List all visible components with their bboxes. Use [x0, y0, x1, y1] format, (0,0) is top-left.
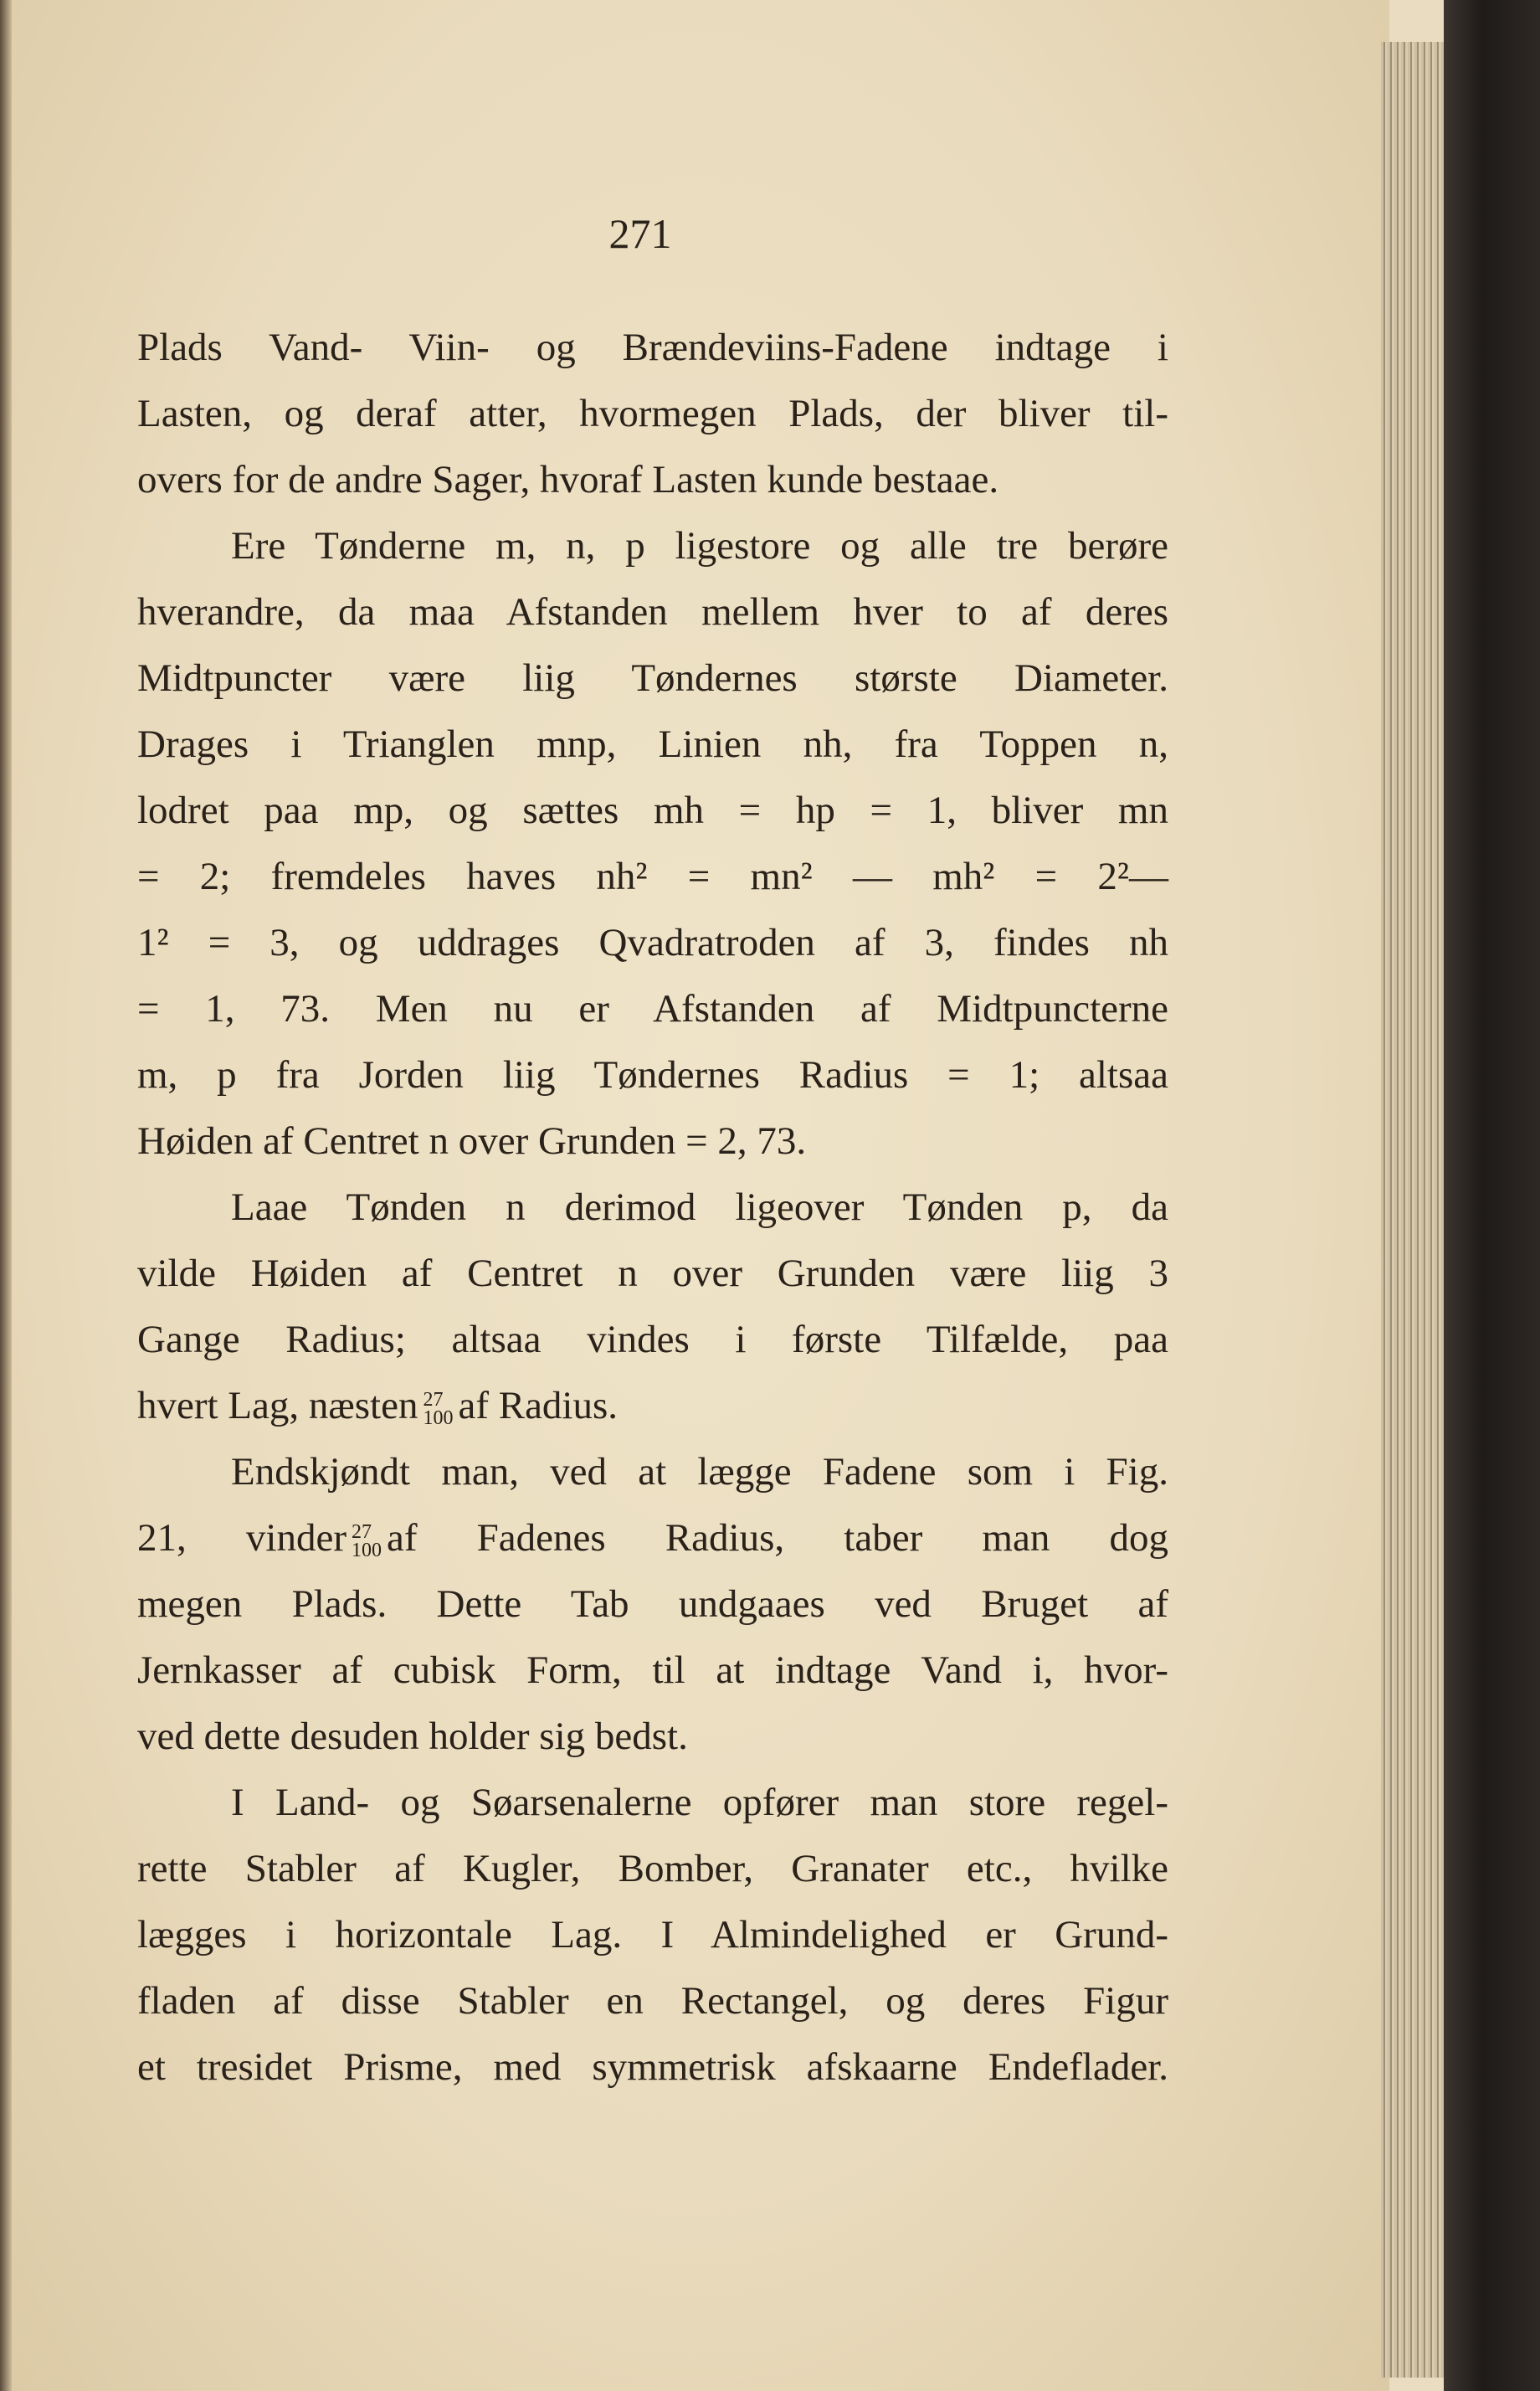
text-line: Plads Vand- Viin- og Brændeviins-Fadene indtage i — [137, 326, 1168, 369]
text-line: lægges i horizontale Lag. I Almindelighed er Grund- — [137, 1913, 1168, 1957]
text-line: = 2; fremdeles haves nh² = mn² — mh² = 2²— — [137, 855, 1168, 898]
text-line: = 1, 73. Men nu er Afstanden af Midtpuncterne — [137, 987, 1168, 1031]
text-line: hverandre, da maa Afstanden mellem hver to af deres — [137, 590, 1168, 634]
text-line: m, p fra Jorden liig Tøndernes Radius = 1; altsaa — [137, 1053, 1168, 1097]
text-line — [137, 1505, 1168, 1571]
fraction-denominator: 100 — [351, 1540, 382, 1562]
page-stack-edge — [1381, 42, 1448, 2378]
line-text: af Fadenes Radius, taber man dog — [386, 1516, 1168, 1560]
text-line: Jernkasser af cubisk Form, til at indtage Vand i, hvor- — [137, 1648, 1168, 1692]
text-line: Gange Radius; altsaa vindes i første Tilfælde, paa — [137, 1318, 1168, 1361]
text-line: vilde Høiden af Centret n over Grunden være liig 3 — [137, 1252, 1168, 1295]
fraction-numerator: 27 — [351, 1521, 372, 1544]
text-line: Lasten, og deraf atter, hvormegen Plads, der bliver til- — [137, 392, 1168, 435]
text-line: ved dette desuden holder sig bedst. — [137, 1715, 688, 1758]
text-line: Ere Tønderne m, n, p ligestore og alle tre berøre — [231, 524, 1168, 568]
fraction-denominator: 100 — [423, 1407, 454, 1430]
body-text — [137, 315, 1168, 2100]
text-line: lodret paa mp, og sættes mh = hp = 1, bliver mn — [137, 789, 1168, 832]
text-line: megen Plads. Dette Tab undgaaes ved Bruget af — [137, 1582, 1168, 1626]
line-text: hvert Lag, næsten — [137, 1384, 418, 1427]
fraction — [423, 1389, 454, 1430]
text-line: Midtpuncter være liig Tøndernes største Diameter. — [137, 656, 1168, 700]
text-line: et tresidet Prisme, med symmetrisk afskaarne Endeflader. — [137, 2045, 1168, 2089]
text-line: 1² = 3, og uddrages Qvadratroden af 3, findes nh — [137, 921, 1168, 964]
page-left-edge — [0, 0, 12, 2391]
text-line: I Land- og Søarsenalerne opfører man store regel- — [231, 1781, 1168, 1824]
fraction — [352, 1523, 382, 1560]
text-line: fladen af disse Stabler en Rectangel, og deres Figur — [137, 1979, 1168, 2023]
fraction-numerator: 27 — [423, 1389, 444, 1411]
text-line: Drages i Trianglen mnp, Linien nh, fra Toppen n, — [137, 722, 1168, 766]
text-line: Endskjøndt man, ved at lægge Fadene som i Fig. — [231, 1450, 1168, 1494]
page-number: 271 — [608, 210, 672, 257]
text-line: Laae Tønden n derimod ligeover Tønden p, da — [231, 1185, 1168, 1229]
text-line — [137, 1373, 1168, 1439]
text-line: Høiden af Centret n over Grunden = 2, 73. — [137, 1119, 807, 1163]
text-line: overs for de andre Sager, hvoraf Lasten kunde bestaae. — [137, 458, 999, 501]
line-text: 21, vinder — [137, 1516, 346, 1560]
text-line: rette Stabler af Kugler, Bomber, Granater etc., hvilke — [137, 1847, 1168, 1890]
book-cover — [1444, 0, 1540, 2391]
line-text: af Radius. — [458, 1384, 619, 1427]
